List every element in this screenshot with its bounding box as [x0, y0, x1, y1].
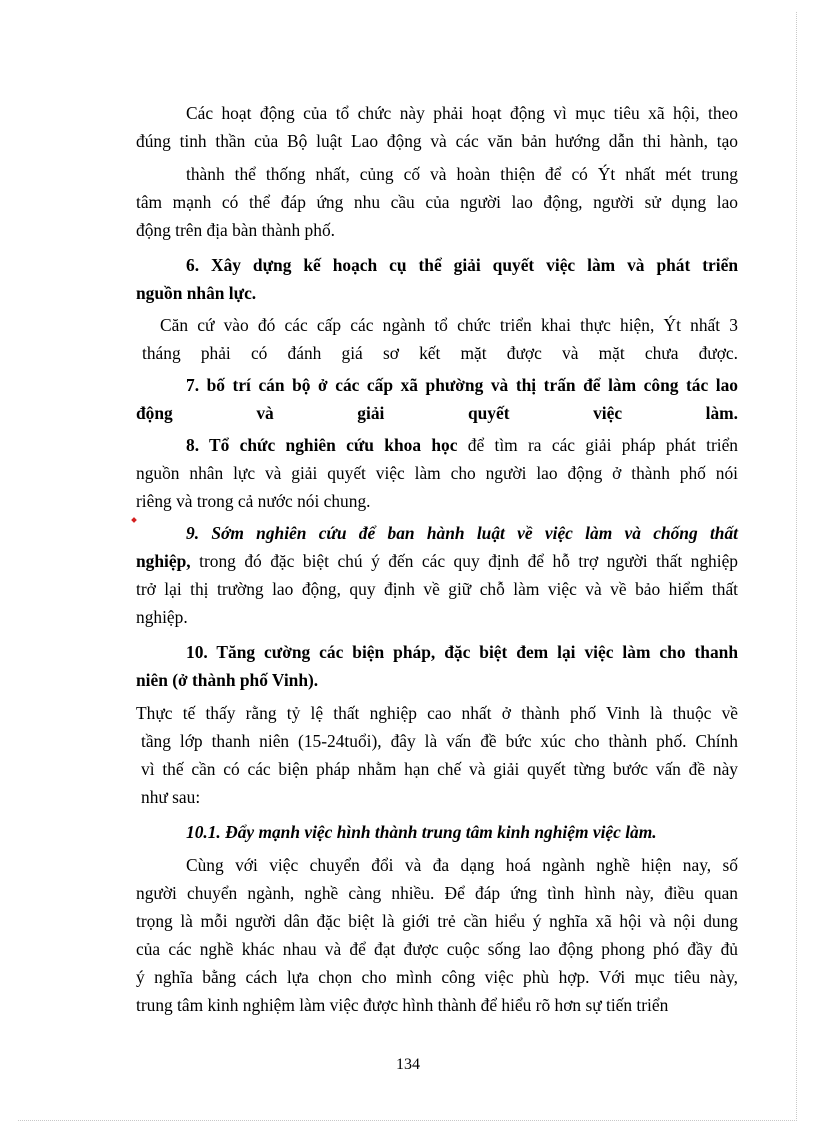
heading-9-tail: nghiệp,	[136, 551, 191, 571]
text-line: Thực tế thấy rằng tỷ lệ thất nghiệp cao nhất ở thành phố Vinh là thuộc về	[136, 703, 738, 723]
text-line: như sau:	[141, 787, 201, 807]
text-span: trong đó đặc biệt chú ý đến các quy định để hỗ trợ người thất nghiệp	[199, 551, 738, 571]
text-line: thành thể thống nhất, củng cố và hoàn thiện để có Ýt nhất mét trung	[186, 164, 738, 184]
text-line: trọng là mỗi người dân đặc biệt là giới trẻ cần hiểu ý nghĩa xã hội và nội dung	[136, 911, 738, 931]
heading-7-cont: động và giải quyết việc làm.	[136, 403, 738, 423]
text-line: Căn cứ vào đó các cấp các ngành tổ chức triển khai thực hiện, Ýt nhất 3	[160, 315, 738, 335]
text-line: trung tâm kinh nghiệm làm việc được hình thành để hiểu rõ hơn sự tiến triển	[136, 995, 669, 1015]
heading-9: 9. Sớm nghiên cứu để ban hành luật về việc làm và chống thất	[186, 523, 738, 543]
subheading-10-1: 10.1. Đẩy mạnh việc hình thành trung tâm kinh nghiệm việc làm.	[186, 822, 657, 842]
heading-7: 7. bố trí cán bộ ở các cấp xã phường và thị trấn để làm công tác lao	[186, 375, 738, 395]
text-line: vì thế cần có các biện pháp nhằm hạn chế và giải quyết từng bước vấn đề này	[141, 759, 738, 779]
text-line: trở lại thị trường lao động, quy định về giữ chỗ làm việc và về bảo hiểm thất	[136, 579, 738, 599]
text-line: Các hoạt động của tổ chức này phải hoạt động vì mục tiêu xã hội, theo	[186, 103, 738, 123]
heading-6-cont: nguồn nhân lực.	[136, 283, 257, 303]
heading-10-cont: niên (ở thành phố Vinh).	[136, 670, 319, 690]
text-line: tầng lớp thanh niên (15-24tuổi), đây là vấn đề bức xúc cho thành phố. Chính	[141, 731, 738, 751]
text-line: tâm mạnh có thể đáp ứng nhu cầu của người lao động, người sử dụng lao	[136, 192, 738, 212]
text-line: động trên địa bàn thành phố.	[136, 220, 335, 240]
text-line: riêng và trong cả nước nói chung.	[136, 491, 371, 511]
heading-8: 8. Tổ chức nghiên cứu khoa học để tìm ra các giải pháp phát triển	[186, 435, 738, 455]
text-line: đúng tinh thần của Bộ luật Lao động và các văn bản hướng dẫn thi hành, tạo	[136, 131, 738, 151]
text-line: của các nghề khác nhau và để đạt được cuộc sống lao động phong phó đầy đủ	[136, 939, 738, 959]
text-line: nghiệp.	[136, 607, 188, 627]
heading-10: 10. Tăng cường các biện pháp, đặc biệt đem lại việc làm cho thanh	[186, 642, 738, 662]
text-line: Cùng với việc chuyển đổi và đa dạng hoá ngành nghề hiện nay, số	[186, 855, 738, 875]
heading-8-bold: 8. Tổ chức nghiên cứu khoa học	[186, 435, 458, 455]
page-number: 134	[396, 1056, 420, 1073]
heading-6: 6. Xây dựng kế hoạch cụ thể giải quyết việc làm và phát triển	[186, 255, 738, 275]
text-line: ý nghĩa bằng cách lựa chọn cho mình công việc phù hợp. Với mục tiêu này,	[136, 967, 738, 987]
text-line: nguồn nhân lực và giải quyết việc làm cho người lao động ở thành phố nói	[136, 463, 738, 483]
text-line: người chuyển ngành, nghề càng nhiều. Để đáp ứng tình hình này, điều quan	[136, 883, 738, 903]
text-line	[136, 550, 738, 572]
text-line: tháng phải có đánh giá sơ kết mặt được và mặt chưa được.	[142, 343, 738, 363]
